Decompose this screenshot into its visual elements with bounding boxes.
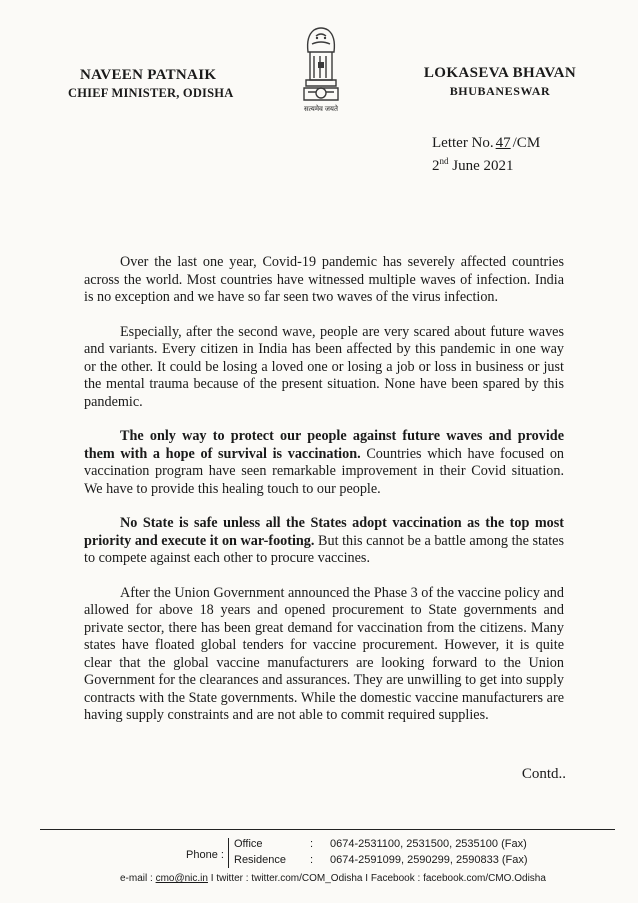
paragraph-1: Over the last one year, Covid-19 pandemic has severely affected countries across the world. Most countries have witnessed multiple waves of infection. India is no exception and we have so far seen two waves of the virus infection. xyxy=(84,254,564,305)
residence-phone-numbers: 0674-2591099, 2590299, 2590833 (Fax) xyxy=(330,854,528,866)
paragraph-3 xyxy=(84,428,564,498)
continued-note: Contd.. xyxy=(521,766,566,782)
separator: I xyxy=(365,873,369,884)
office-phone-row xyxy=(234,838,527,850)
facebook-link[interactable]: facebook.com/CMO.Odisha xyxy=(423,873,546,884)
letter-reference xyxy=(432,134,540,175)
office-place: LOKASEVA BHAVAN xyxy=(423,65,577,81)
separator: I xyxy=(210,873,214,884)
phone-brace xyxy=(228,838,229,868)
letter-number-suffix: /CM xyxy=(512,135,541,151)
paragraph-3-emphasis: The only way to protect our people against future waves and provide them with a hope of survival is vaccination. xyxy=(84,428,564,462)
paragraph-4-emphasis: No State is safe unless all the States adopt vaccination as the top most priority and execute it on war-footing. xyxy=(84,515,564,549)
letter-number-prefix: Letter No. xyxy=(432,135,494,151)
office-city: BHUBANESWAR xyxy=(449,84,551,98)
residence-phone-row xyxy=(234,854,528,866)
sender-role: CHIEF MINISTER, ODISHA xyxy=(68,86,234,100)
residence-phone-label: Residence xyxy=(234,854,286,866)
date-rest: June 2021 xyxy=(452,158,514,174)
twitter-link[interactable]: twitter.com/COM_Odisha xyxy=(251,873,363,884)
sender-name: NAVEEN PATNAIK xyxy=(80,67,217,83)
paragraph-4 xyxy=(84,515,564,568)
facebook-label: Facebook : xyxy=(370,873,421,884)
date-day: 2 xyxy=(432,158,440,174)
office-phone-colon: : xyxy=(310,838,314,850)
office-phone-numbers: 0674-2531100, 2531500, 2535100 (Fax) xyxy=(330,838,527,850)
footer-online-contacts xyxy=(120,873,546,884)
letter-number: 47 xyxy=(495,135,511,151)
office-phone-label: Office xyxy=(234,838,263,850)
emblem-caption: सत्यमेव जयते xyxy=(304,105,338,113)
twitter-label: twitter : xyxy=(216,873,249,884)
letter-body xyxy=(84,254,564,742)
paragraph-2: Especially, after the second wave, people are very scared about future waves and variants. Every citizen in India has been affected by this pandemic in one way or the other. It could be losing a loved one or losing a job or loss in business or just the mental trauma because of the present situation. None have been spared by this pandemic. xyxy=(84,323,564,410)
sender-block xyxy=(68,66,233,102)
office-block xyxy=(420,64,580,100)
residence-phone-colon: : xyxy=(310,854,314,866)
paragraph-4-rest: But this cannot be a battle among the states to compete against each other to procure vaccines. xyxy=(84,532,564,566)
date-suffix: nd xyxy=(439,156,449,166)
footer-divider xyxy=(40,829,615,830)
paragraph-3-rest: Countries which have focused on vaccination program have seen remarkable improvement in their Covid situation. We have to provide this healing touch to our people. xyxy=(84,445,565,497)
letter-number-line xyxy=(432,134,540,152)
letter-date xyxy=(432,152,540,175)
email-link[interactable]: cmo@nic.in xyxy=(155,873,208,884)
phone-label: Phone : xyxy=(186,849,224,861)
paragraph-5: After the Union Government announced the Phase 3 of the vaccine policy and allowed for above 18 years and opened procurement to State governments and private sector, there has been great demand for vaccination from the citizens. Many states have floated global tenders for vaccine procurement. However, it is quite clear that the global vaccine manufacturers are looking forward to the Union Government for the clearances and assurances. They are unwilling to get into supply contracts with the State governments. While the domestic vaccine manufacturers are having supply constraints and are not able to commit required supplies. xyxy=(84,584,564,723)
email-label: e-mail : xyxy=(120,873,153,884)
